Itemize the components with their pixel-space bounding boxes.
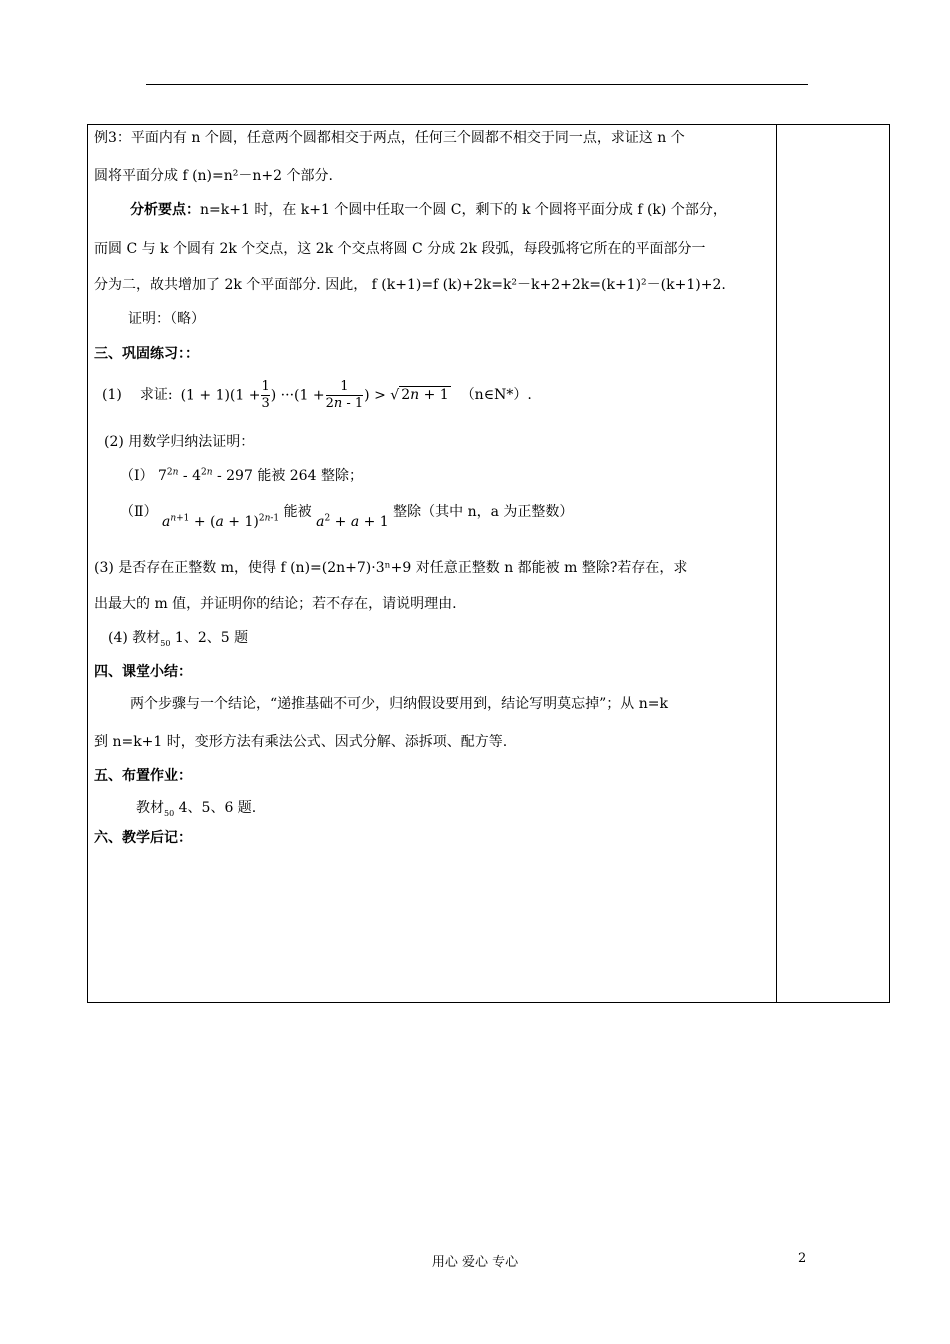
analysis-text1: n=k+1 时，在 k+1 个圆中任取一个圆 C，剩下的 k 个圆将平面分成 f (k) 个部分， [200,202,727,218]
analysis-label: 分析要点： [130,202,200,218]
exercise2-i-label: （Ⅰ） [120,468,154,484]
exercise4-sub: 50 [160,638,171,648]
homework-line [136,799,256,817]
homework-pre: 教材 [136,800,164,816]
page-number: 2 [798,1251,807,1266]
exercise2-label: (2) 用数学归纳法证明： [104,434,255,450]
column-divider [776,125,777,1002]
exercise4-pre: (4) 教材 [108,630,161,646]
example3-line2: 圆将平面分成 f (n)=n²－n+2 个部分. [94,168,333,184]
exercise2-ii-formula1: $a^{n+1} + (a + 1)^{2n-1}$ [161,513,280,530]
exercise2-ii-formula2: $a^2 + a + 1$ [316,513,389,530]
section3-heading: 三、巩固练习：： [94,346,199,362]
exercise1-formula: (1 + 1)(1 + $\frac{1}{3}$ ) ···(1 + $\frac{1}{2n - 1}$ ) > √ 2n + 1 [180,378,449,411]
analysis-line3: 分为二，故共增加了 2k 个平面部分. 因此， f (k+1)=f (k)+2k=k²－k+2+2k=(k+1)²－(k+1)+2. [94,277,726,293]
section4-heading: 四、课堂小结： [94,664,192,680]
example3-line1: 例3：平面内有 n 个圆，任意两个圆都相交于两点，任何三个圆都不相交于同一点，求证这 n 个 [94,130,685,146]
proof-line: 证明：（略） [128,311,205,327]
section6-heading: 六、教学后记： [94,830,192,846]
exercise1-prefix: 求证: [139,387,173,403]
footer-slogan: 用心 爱心 专心 [431,1255,519,1270]
exercise1-condition: （n∈N*）. [460,387,532,403]
exercise2-part-ii [120,503,574,530]
exercise2-i-formula: $7^{2n} - 4^{2n} - 297$ [157,467,253,484]
section5-heading: 五、布置作业： [94,768,192,784]
homework-post: 4、5、6 题. [174,800,257,816]
exercise2-ii-label: （Ⅱ） [120,504,158,520]
analysis-line1 [130,201,727,219]
exercise3-line1: (3) 是否存在正整数 m，使得 f (n)=(2n+7)·3ⁿ+9 对任意正整数 n 都能被 m 整除?若存在，求 [94,560,688,576]
exercise2-ii-mid: 能被 [283,504,312,520]
exercise1-label: (1) [102,387,122,403]
exercise2-i-suffix: 能被 264 整除； [257,468,363,484]
homework-sub: 50 [164,808,175,818]
header-rule [146,84,808,85]
section4-line1: 两个步骤与一个结论，“递推基础不可少，归纳假设要用到，结论写明莫忘掉”；从 n=k [130,696,668,712]
exercise4 [108,629,248,647]
exercise3-line2: 出最大的 m 值，并证明你的结论；若不存在，请说明理由. [94,596,457,612]
exercise4-post: 1、2、5 题 [170,630,249,646]
analysis-line2: 而圆 C 与 k 个圆有 2k 个交点，这 2k 个交点将圆 C 分成 2k 段弧，每段弧将它所在的平面部分一 [94,241,706,257]
exercise1 [102,377,532,413]
exercise2-ii-suffix: 整除（其中 n，a 为正整数） [393,504,574,520]
lesson-table [87,124,890,1003]
exercise2-part-i [120,467,363,485]
section4-line2: 到 n=k+1 时，变形方法有乘法公式、因式分解、添拆项、配方等. [94,734,508,750]
